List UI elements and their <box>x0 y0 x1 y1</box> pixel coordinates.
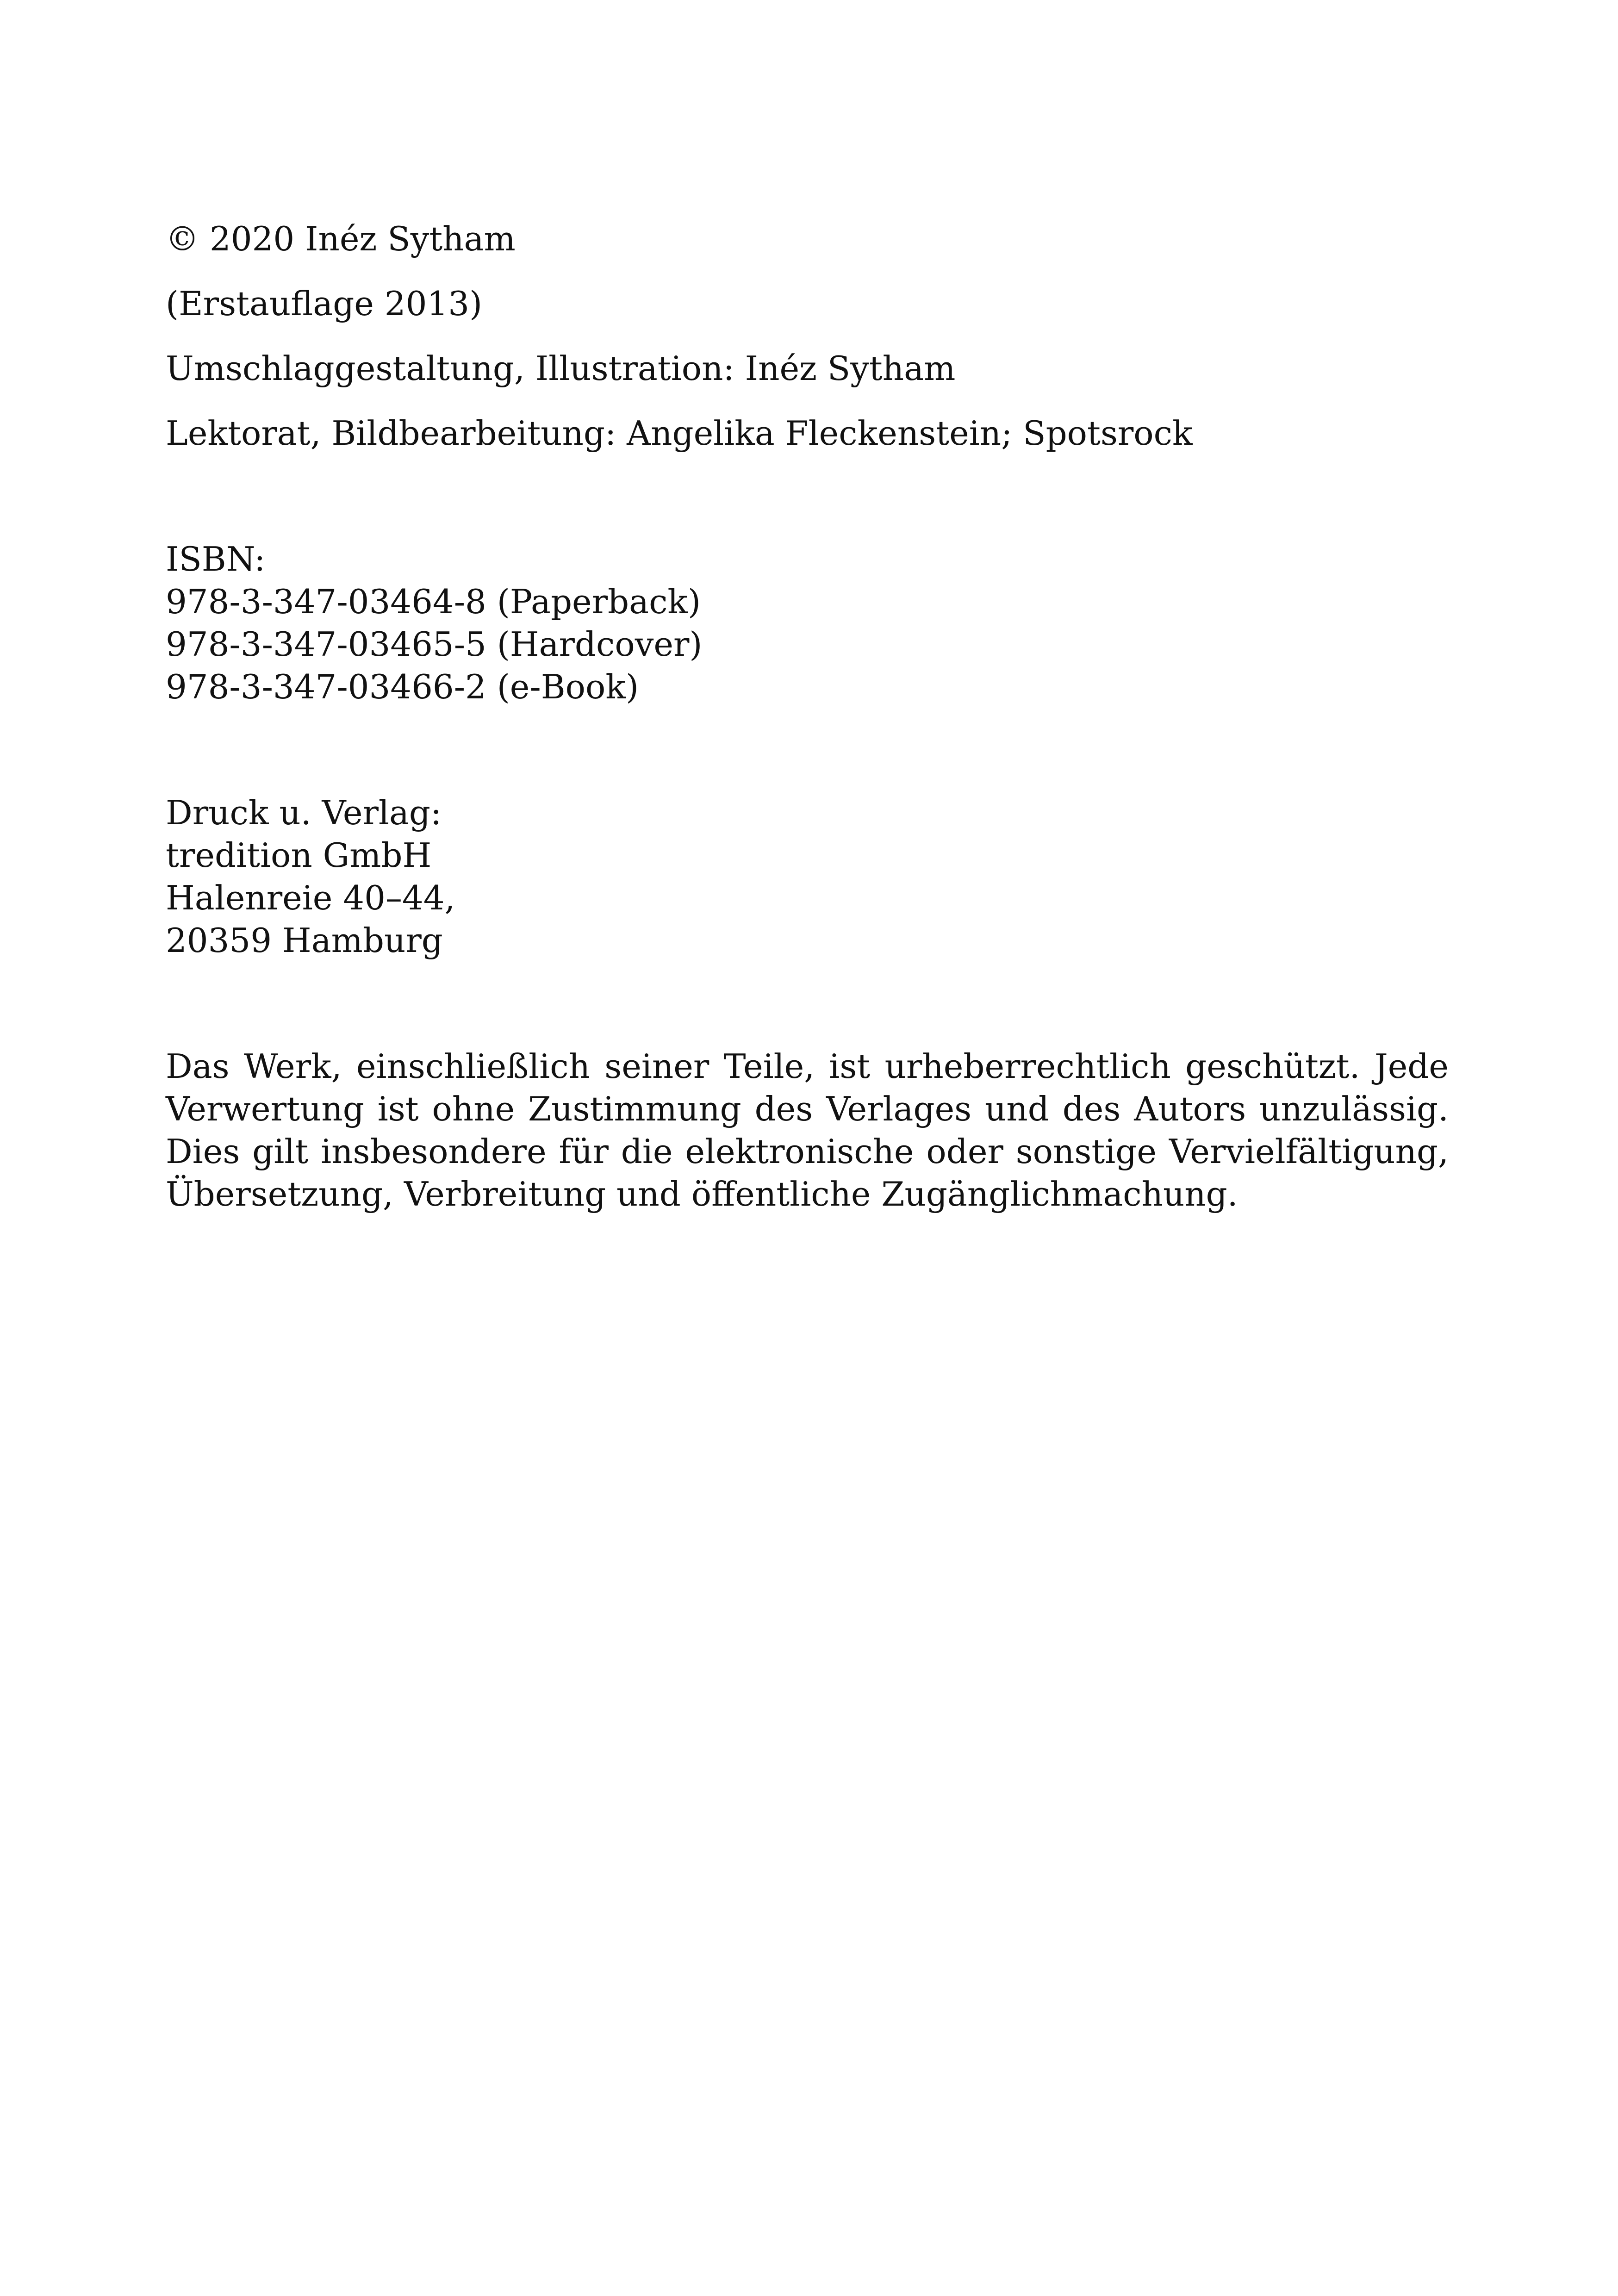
publisher-heading: Druck u. Verlag: <box>166 793 442 832</box>
cover-design-line: Umschlaggestaltung, Illustration: Inéz Sytham <box>166 349 956 388</box>
copyright-line: © 2020 Inéz Sytham <box>166 219 516 258</box>
isbn-paperback: 978-3-347-03464-8 (Paperback) <box>166 582 701 621</box>
isbn-hardcover: 978-3-347-03465-5 (Hardcover) <box>166 625 703 664</box>
publisher-block <box>166 791 1462 962</box>
publisher-name: tredition GmbH <box>166 836 432 875</box>
first-edition-line: (Erstauflage 2013) <box>166 284 483 323</box>
legal-block <box>166 1045 1462 1215</box>
publisher-city: 20359 Hamburg <box>166 921 443 960</box>
isbn-block <box>166 538 1462 708</box>
legal-notice: Das Werk, einschließlich seiner Teile, ist urheberrechtlich geschützt. Jede Verwertung ist ohne Zustimmung des Verlages und des Autors unzulässig. Dies gilt insbesondere für die elektronische oder sonstige Vervielfältigung, Übersetzung, Verbreitung und öffentliche Zugänglichmachung. <box>166 1047 1449 1213</box>
publisher-street: Halenreie 40–44, <box>166 878 455 917</box>
isbn-heading: ISBN: <box>166 540 266 579</box>
imprint-credits <box>166 218 1462 454</box>
isbn-ebook: 978-3-347-03466-2 (e-Book) <box>166 667 639 706</box>
editing-line: Lektorat, Bildbearbeitung: Angelika Fleckenstein; Spotsrock <box>166 414 1193 453</box>
imprint-content <box>166 218 1462 1215</box>
